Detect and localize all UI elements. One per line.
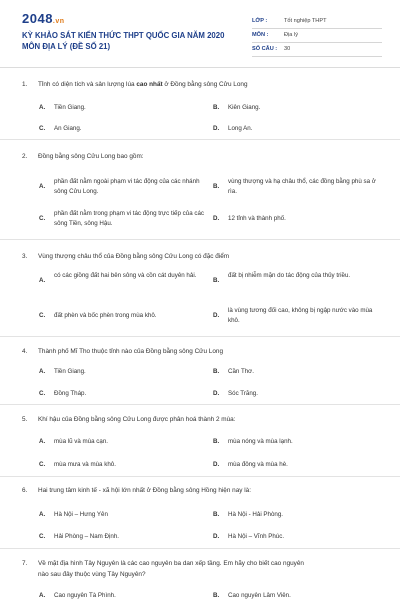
- option-text: Đồng Tháp.: [54, 390, 87, 397]
- question-text: [38, 558, 378, 580]
- option-letter: A.: [39, 438, 46, 445]
- option-text: Tiền Giang.: [54, 368, 86, 375]
- question-text: [38, 79, 378, 90]
- question-4: [0, 337, 400, 405]
- question-text: Khí hậu của Đồng bằng sông Cửu Long được phân hoá thành 2 mùa:: [38, 416, 236, 423]
- meta-key: MÔN :: [252, 32, 269, 38]
- option-text: Hà Nội – Hưng Yên: [54, 511, 108, 518]
- question-text-line: Về mặt địa hình Tây Nguyên là các cao nguyên ba dan xếp tầng. Em hãy cho biết cao nguyên: [38, 560, 304, 567]
- option-text: Hải Phòng – Nam Định.: [54, 533, 120, 540]
- question-number: 1.: [22, 81, 28, 88]
- option-text: Hà Nội – Vĩnh Phúc.: [228, 533, 285, 540]
- option-letter: D.: [213, 215, 220, 222]
- question-3: [0, 240, 400, 337]
- option-text: Cao nguyên Lâm Viên.: [228, 592, 291, 599]
- site-logo[interactable]: [22, 11, 65, 26]
- option-letter: A.: [39, 104, 46, 111]
- option-letter: B.: [213, 438, 220, 445]
- option-text: mùa mưa và mùa khô.: [54, 461, 116, 468]
- option-letter: A.: [39, 277, 46, 284]
- option-text: đất phèn và bốc phèn trong mùa khô.: [54, 312, 157, 319]
- option-letter: D.: [213, 461, 220, 468]
- logo-suffix: .vn: [52, 18, 65, 25]
- option-letter: A.: [39, 183, 46, 190]
- option-text: có các giồng đất hai bên sông và cồn cát duyên hải.: [54, 272, 197, 279]
- exam-title: [22, 30, 242, 52]
- option-letter: A.: [39, 511, 46, 518]
- meta-value: Địa lý: [284, 32, 298, 38]
- question-text-line: nào sau đây thuộc vùng Tây Nguyên?: [38, 571, 146, 578]
- question-emphasis: cao nhất: [136, 81, 163, 88]
- meta-row-class: [252, 16, 382, 29]
- option-letter: B.: [213, 511, 220, 518]
- question-text: Hai trung tâm kinh tế - xã hội lớn nhất ở Đồng bằng sông Hồng hiện nay là:: [38, 487, 252, 494]
- question-number: 6.: [22, 487, 28, 494]
- option-letter: C.: [39, 533, 46, 540]
- meta-key: LỚP :: [252, 18, 268, 24]
- option-letter: B.: [213, 368, 220, 375]
- question-2: [0, 140, 400, 240]
- option-letter: D.: [213, 312, 220, 319]
- question-text: Thành phố Mĩ Tho thuộc tỉnh nào của Đồng bằng sông Cửu Long: [38, 348, 224, 355]
- option-text: Sóc Trăng.: [228, 390, 258, 397]
- option-letter: C.: [39, 125, 46, 132]
- question-number: 4.: [22, 348, 28, 355]
- exam-subject-line: MÔN ĐỊA LÝ (ĐỀ SỐ 21): [22, 42, 111, 51]
- exam-title-line1: KỲ KHẢO SÁT KIẾN THỨC THPT QUỐC GIA NĂM 2020: [22, 31, 225, 40]
- option-text: mùa lũ và mùa cạn.: [54, 438, 108, 445]
- option-letter: B.: [213, 183, 220, 190]
- question-number: 7.: [22, 560, 28, 567]
- logo-text: 2048: [22, 11, 53, 26]
- option-text: phần đất nằm ngoài phạm vi tác động của các nhánh sông Cửu Long.: [54, 178, 200, 195]
- question-number: 3.: [22, 253, 28, 260]
- meta-row-subject: [252, 30, 382, 43]
- option-letter: B.: [213, 104, 220, 111]
- option-text: mùa đông và mùa hè.: [228, 461, 288, 468]
- option-text: mùa nóng và mùa lạnh.: [228, 438, 293, 445]
- question-6: [0, 477, 400, 549]
- meta-value: 30: [284, 46, 291, 52]
- option-text: đất bị nhiễm mặn do tác động của thủy triều.: [228, 272, 351, 279]
- option-text: phần đất nằm trong phạm vi tác động trực tiếp của các sông Tiền, sông Hậu.: [54, 210, 204, 227]
- option-letter: B.: [213, 592, 220, 599]
- option-text: Cao nguyên Tà Phình.: [54, 592, 116, 599]
- question-text-part: ở Đồng bằng sông Cửu Long: [162, 81, 248, 88]
- option-letter: C.: [39, 390, 46, 397]
- meta-key: SỐ CÂU :: [252, 46, 278, 52]
- meta-value: Tốt nghiệp THPT: [284, 18, 327, 24]
- option-text: Long An.: [228, 125, 253, 132]
- option-letter: D.: [213, 125, 220, 132]
- option-letter: D.: [213, 390, 220, 397]
- option-text: vùng thượng và hạ châu thổ, các đồng bằng phù sa ở rìa.: [228, 178, 376, 195]
- question-number: 2.: [22, 153, 28, 160]
- option-letter: B.: [213, 277, 220, 284]
- option-text: Cần Thơ.: [228, 368, 254, 375]
- option-letter: C.: [39, 461, 46, 468]
- option-letter: D.: [213, 533, 220, 540]
- question-1: [0, 68, 400, 140]
- option-text: Tiền Giang.: [54, 104, 86, 111]
- question-5: [0, 405, 400, 477]
- exam-header: [0, 0, 400, 68]
- option-text: An Giang.: [54, 125, 82, 132]
- question-text: Đồng bằng sông Cửu Long bao gồm:: [38, 153, 144, 160]
- option-text: 12 tỉnh và thành phố.: [228, 215, 286, 222]
- option-text: Kiên Giang.: [228, 104, 261, 111]
- option-text: là vùng tương đối cao, không bị ngập nước vào mùa khô.: [228, 307, 373, 324]
- option-letter: C.: [39, 312, 46, 319]
- question-text: Vùng thượng châu thổ của Đồng bằng sông Cửu Long có đặc điểm: [38, 253, 230, 260]
- option-letter: C.: [39, 215, 46, 222]
- option-letter: A.: [39, 592, 46, 599]
- question-text-part: Tỉnh có diện tích và sản lượng lúa: [38, 81, 137, 88]
- option-text: Hà Nội - Hải Phòng.: [228, 511, 284, 518]
- question-number: 5.: [22, 416, 28, 423]
- question-7: [0, 549, 400, 600]
- meta-row-count: [252, 44, 382, 57]
- option-letter: A.: [39, 368, 46, 375]
